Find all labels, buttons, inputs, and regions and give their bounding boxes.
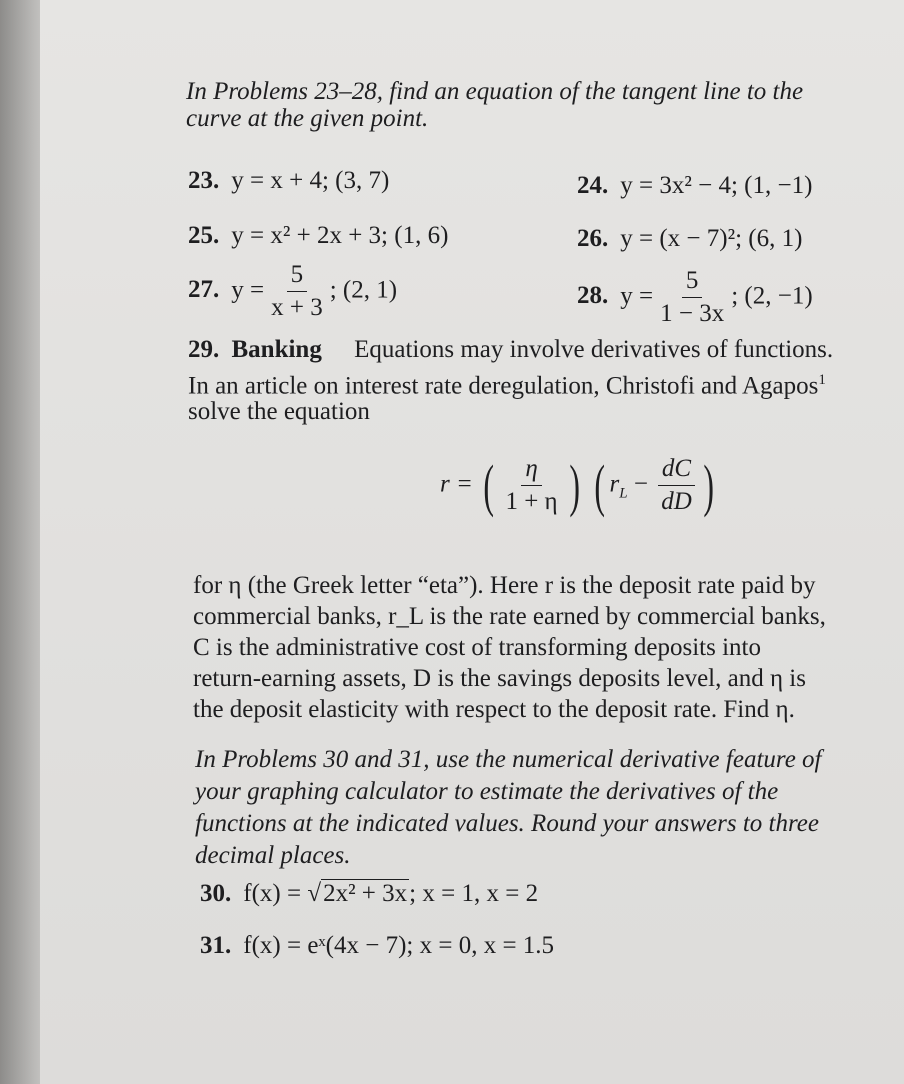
numerator: 5 <box>287 262 308 292</box>
sqrt-sign: √ <box>307 880 322 907</box>
problem-29-body-3: C is the administrative cost of transforming deposits into <box>193 634 761 661</box>
textbook-page <box>40 0 904 1084</box>
intro-line-1: In Problems 23–28, find an equation of the tangent line to the <box>186 78 804 105</box>
problem-number: 31. <box>200 932 232 959</box>
problem-29-line-1: Equations may involve derivatives of functions. <box>354 336 834 363</box>
intro2-line-2: your graphing calculator to estimate the derivatives of the <box>195 778 779 805</box>
numerator: 5 <box>682 268 703 298</box>
problem-29-body-4: return-earning assets, D is the savings deposits level, and η is <box>193 665 806 692</box>
denominator: x + 3 <box>271 294 323 322</box>
problem-29-line-3: solve the equation <box>188 398 370 425</box>
problem-number: 27. <box>188 276 220 304</box>
problem-equation: y = 3x² − 4; (1, −1) <box>620 172 813 199</box>
problem-25 <box>188 222 448 250</box>
equation-lhs: f(x) = <box>243 880 302 907</box>
fraction <box>656 268 728 328</box>
problem-29-body-1: for η (the Greek letter “eta”). Here r is the deposit rate paid by <box>193 572 816 599</box>
equation-point: ; (2, −1) <box>731 282 813 310</box>
problem-number: 24. <box>577 172 609 199</box>
problem-equation: y = x² + 2x + 3; (1, 6) <box>231 222 449 249</box>
eta-fraction: $\frac{\eta}{1 + \eta}$ <box>505 455 558 516</box>
denominator: 1 − 3x <box>660 300 725 328</box>
problem-title: Banking <box>231 336 322 363</box>
problem-number: 23. <box>188 167 220 194</box>
problem-number: 26. <box>577 225 609 252</box>
problem-26 <box>577 225 802 253</box>
equation-lhs: r = <box>440 470 473 498</box>
problem-equation: f(x) = eˣ(4x − 7); x = 0, x = 1.5 <box>243 932 555 959</box>
intro2-line-3: functions at the indicated values. Round your answers to three <box>195 810 819 837</box>
radicand: 2x² + 3x <box>323 880 408 907</box>
intro-line-2: curve at the given point. <box>186 105 429 132</box>
problem-29-heading <box>188 334 833 365</box>
equation-values: ; x = 1, x = 2 <box>409 880 539 907</box>
footnote-marker: 1 <box>818 372 826 388</box>
problem-30 <box>200 880 538 908</box>
problem-27 <box>188 262 397 322</box>
problem-29-line-2: In an article on interest rate deregulation, Christofi and Agapos$^1$ <box>188 372 826 400</box>
equation-lhs: y = <box>231 276 265 304</box>
problem-31 <box>200 932 554 960</box>
problem-number: 29. <box>188 336 220 363</box>
problem-24 <box>577 172 812 200</box>
equation-lhs: y = <box>620 282 654 310</box>
problem-equation: y = x + 4; (3, 7) <box>231 167 390 194</box>
problem-number: 30. <box>200 880 232 907</box>
dC-dD-fraction: $\frac{dC}{dD}$ <box>657 456 696 516</box>
problem-23 <box>188 167 389 195</box>
problem-29-body-5: the deposit elasticity with respect to the deposit rate. Find η. <box>193 696 795 723</box>
problem-28 <box>577 268 813 328</box>
intro2-line-1: In Problems 30 and 31, use the numerical derivative feature of <box>195 746 822 773</box>
problem-29-body-2: commercial banks, r_L is the rate earned by commercial banks, <box>193 603 826 630</box>
problem-number: 25. <box>188 222 220 249</box>
problem-equation: y = (x − 7)²; (6, 1) <box>620 225 803 252</box>
fraction <box>267 262 327 322</box>
problem-number: 28. <box>577 282 609 310</box>
intro2-line-4: decimal places. <box>195 842 351 869</box>
equation-point: ; (2, 1) <box>329 276 398 304</box>
banking-equation: r = ( $\frac{\eta}{1 + \eta}$ ) ( $r_L$ − $\frac{dC}{dD}$ ) <box>440 452 714 518</box>
